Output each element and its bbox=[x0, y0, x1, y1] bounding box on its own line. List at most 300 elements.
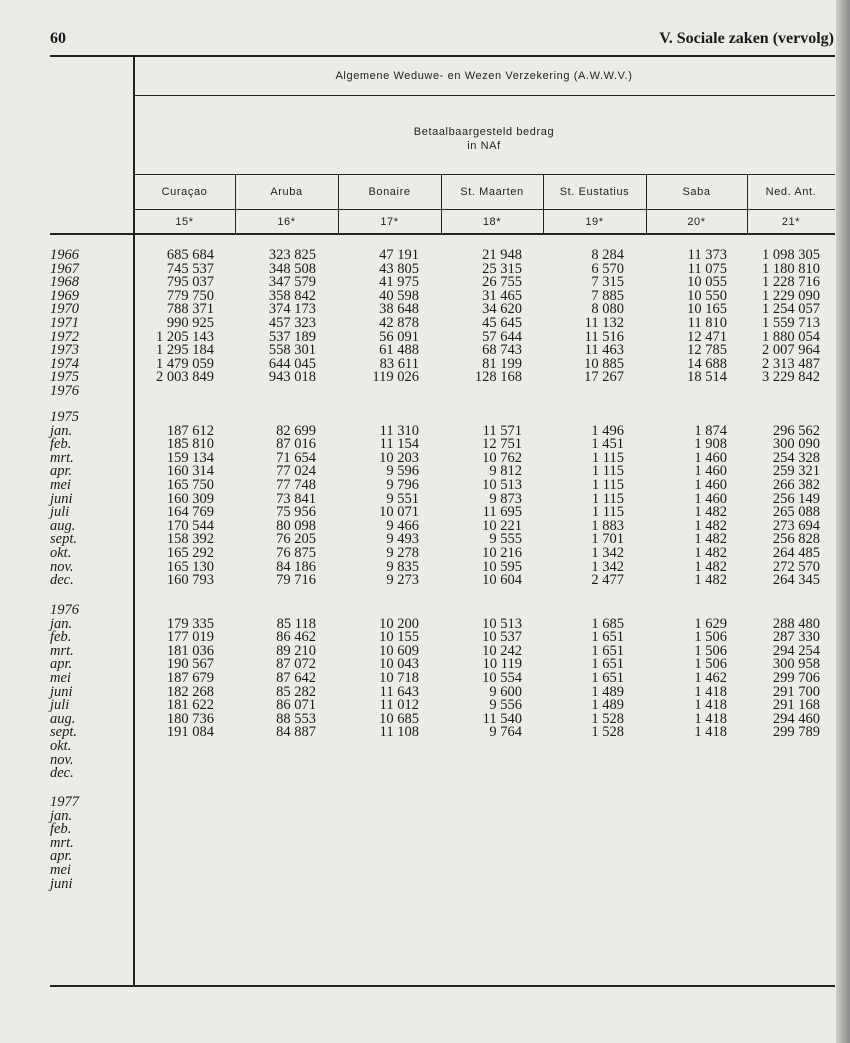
cell-value: 1 482 bbox=[694, 517, 727, 534]
row-label: juni bbox=[50, 683, 73, 700]
cell-value: 1 115 bbox=[591, 504, 624, 521]
cell-value: 1 908 bbox=[694, 436, 727, 453]
cell-value: 14 688 bbox=[687, 355, 727, 372]
cell-value: 1 460 bbox=[694, 476, 727, 493]
cell-value: 457 323 bbox=[268, 314, 316, 331]
cell-value: 9 551 bbox=[386, 490, 419, 507]
row-label: mei bbox=[50, 861, 71, 878]
cell-value: 56 091 bbox=[379, 328, 419, 345]
cell-value: 272 570 bbox=[772, 558, 820, 575]
cell-value: 1 460 bbox=[694, 463, 727, 480]
cell-value: 10 513 bbox=[482, 476, 522, 493]
row-label: okt. bbox=[50, 737, 72, 754]
cell-value: 9 796 bbox=[386, 476, 419, 493]
cell-value: 11 310 bbox=[379, 422, 419, 439]
cell-value: 1 528 bbox=[591, 724, 624, 741]
cell-value: 291 700 bbox=[772, 683, 820, 700]
cell-value: 8 080 bbox=[591, 301, 624, 318]
cell-value: 87 016 bbox=[276, 436, 316, 453]
cell-value: 177 019 bbox=[166, 629, 214, 646]
cell-value: 3 229 842 bbox=[762, 369, 820, 386]
cell-value: 287 330 bbox=[772, 629, 820, 646]
cell-value: 10 200 bbox=[379, 615, 419, 632]
cell-value: 12 785 bbox=[687, 342, 727, 359]
cell-value: 685 684 bbox=[166, 247, 214, 263]
cell-value: 273 694 bbox=[772, 517, 820, 534]
cell-value: 9 600 bbox=[489, 683, 522, 700]
chapter-heading: V. Sociale zaken (vervolg) bbox=[659, 30, 834, 47]
cell-value: 77 748 bbox=[276, 476, 316, 493]
table-row bbox=[0, 751, 850, 768]
row-label: jan. bbox=[50, 615, 73, 632]
row-label: feb. bbox=[50, 821, 72, 838]
column-divider bbox=[747, 175, 748, 233]
cell-value: 300 090 bbox=[772, 436, 820, 453]
cell-value: 294 254 bbox=[772, 642, 820, 659]
cell-value: 1 342 bbox=[591, 558, 624, 575]
cell-value: 1 651 bbox=[591, 629, 624, 646]
cell-value: 256 149 bbox=[772, 490, 820, 507]
column-divider bbox=[441, 175, 442, 233]
cell-value: 2 477 bbox=[591, 572, 624, 589]
table-row bbox=[0, 861, 850, 878]
cell-value: 84 186 bbox=[276, 558, 316, 575]
cell-value: 160 314 bbox=[166, 463, 214, 480]
cell-value: 11 154 bbox=[379, 436, 419, 453]
cell-value: 1 115 bbox=[591, 490, 624, 507]
column-header: Curaçao bbox=[161, 186, 208, 198]
row-label: 1971 bbox=[50, 314, 79, 331]
table-row bbox=[0, 767, 850, 781]
cell-value: 10 762 bbox=[482, 449, 522, 466]
cell-value: 10 550 bbox=[687, 287, 727, 304]
cell-value: 294 460 bbox=[772, 710, 820, 727]
cell-value: 1 506 bbox=[694, 629, 727, 646]
cell-value: 265 088 bbox=[772, 504, 820, 521]
cell-value: 1 418 bbox=[694, 697, 727, 714]
cell-value: 76 205 bbox=[276, 531, 316, 548]
cell-value: 1 115 bbox=[591, 449, 624, 466]
cell-value: 11 516 bbox=[584, 328, 624, 345]
cell-value: 10 055 bbox=[687, 274, 727, 291]
cell-value: 75 956 bbox=[276, 504, 316, 521]
cell-value: 11 108 bbox=[379, 724, 419, 741]
cell-value: 1 115 bbox=[591, 463, 624, 480]
section-year: 1976 bbox=[50, 602, 79, 618]
cell-value: 2 313 487 bbox=[762, 355, 820, 372]
cell-value: 1 342 bbox=[591, 544, 624, 561]
row-label: 1976 bbox=[50, 382, 79, 399]
row-label: dec. bbox=[50, 765, 74, 782]
cell-value: 296 562 bbox=[772, 422, 820, 439]
cell-value: 85 282 bbox=[276, 683, 316, 700]
cell-value: 10 885 bbox=[584, 355, 624, 372]
cell-value: 9 278 bbox=[386, 544, 419, 561]
cell-value: 9 556 bbox=[489, 697, 522, 714]
cell-value: 164 769 bbox=[166, 504, 214, 521]
table-title: Algemene Weduwe- en Wezen Verzekering (A.W.W.V.) bbox=[335, 70, 633, 82]
cell-value: 1 506 bbox=[694, 642, 727, 659]
cell-value: 41 975 bbox=[379, 274, 419, 291]
cell-value: 26 755 bbox=[482, 274, 522, 291]
cell-value: 1 462 bbox=[694, 669, 727, 686]
cell-value: 38 648 bbox=[379, 301, 419, 318]
cell-value: 185 810 bbox=[166, 436, 214, 453]
cell-value: 181 036 bbox=[166, 642, 214, 659]
column-divider bbox=[646, 175, 647, 233]
cell-value: 82 699 bbox=[276, 422, 316, 439]
cell-value: 86 071 bbox=[276, 697, 316, 714]
cell-value: 160 309 bbox=[166, 490, 214, 507]
cell-value: 191 084 bbox=[166, 724, 214, 741]
cell-value: 85 118 bbox=[276, 615, 316, 632]
row-label: apr. bbox=[50, 463, 73, 480]
cell-value: 11 132 bbox=[584, 314, 624, 331]
column-divider bbox=[235, 175, 236, 233]
cell-value: 1 651 bbox=[591, 642, 624, 659]
cell-value: 11 695 bbox=[482, 504, 522, 521]
cell-value: 158 392 bbox=[166, 531, 214, 548]
cell-value: 1 482 bbox=[694, 558, 727, 575]
row-label: feb. bbox=[50, 629, 72, 646]
cell-value: 1 115 bbox=[591, 476, 624, 493]
cell-value: 34 620 bbox=[482, 301, 522, 318]
cell-value: 11 571 bbox=[482, 422, 522, 439]
cell-value: 10 071 bbox=[379, 504, 419, 521]
cell-value: 45 645 bbox=[482, 314, 522, 331]
section-year: 1977 bbox=[50, 794, 79, 810]
row-label: 1974 bbox=[50, 355, 79, 372]
cell-value: 170 544 bbox=[166, 517, 214, 534]
cell-value: 89 210 bbox=[276, 642, 316, 659]
cell-value: 9 835 bbox=[386, 558, 419, 575]
column-number: 21* bbox=[781, 216, 801, 228]
cell-value: 11 373 bbox=[687, 247, 727, 263]
column-header: Ned. Ant. bbox=[765, 186, 817, 198]
row-label: mei bbox=[50, 669, 71, 686]
cell-value: 299 706 bbox=[772, 669, 820, 686]
row-label: jan. bbox=[50, 807, 73, 824]
table-row bbox=[0, 807, 850, 824]
cell-value: 10 203 bbox=[379, 449, 419, 466]
cell-value: 1 883 bbox=[591, 517, 624, 534]
cell-value: 1 651 bbox=[591, 656, 624, 673]
row-label: juli bbox=[50, 697, 70, 714]
cell-value: 9 873 bbox=[489, 490, 522, 507]
cell-value: 87 072 bbox=[276, 656, 316, 673]
cell-value: 1 496 bbox=[591, 422, 624, 439]
column-number: 20* bbox=[687, 216, 706, 228]
section-year: 1975 bbox=[50, 409, 79, 425]
cell-value: 259 321 bbox=[772, 463, 820, 480]
cell-value: 31 465 bbox=[482, 287, 522, 304]
cell-value: 2 007 964 bbox=[762, 342, 820, 359]
cell-value: 10 685 bbox=[379, 710, 419, 727]
cell-value: 179 335 bbox=[166, 615, 214, 632]
cell-value: 291 168 bbox=[772, 697, 820, 714]
cell-value: 10 537 bbox=[482, 629, 522, 646]
table-top-rule bbox=[50, 55, 835, 57]
cell-value: 347 579 bbox=[268, 274, 316, 291]
table-section bbox=[0, 411, 850, 588]
cell-value: 264 485 bbox=[772, 544, 820, 561]
row-label: 1973 bbox=[50, 342, 79, 359]
cell-value: 165 750 bbox=[166, 476, 214, 493]
cell-value: 10 155 bbox=[379, 629, 419, 646]
row-label: apr. bbox=[50, 656, 73, 673]
cell-value: 181 622 bbox=[166, 697, 214, 714]
row-label: sept. bbox=[50, 531, 77, 548]
cell-value: 180 736 bbox=[166, 710, 214, 727]
cell-value: 300 958 bbox=[772, 656, 820, 673]
cell-value: 88 553 bbox=[276, 710, 316, 727]
cell-value: 8 284 bbox=[591, 247, 624, 263]
cell-value: 76 875 bbox=[276, 544, 316, 561]
cell-value: 18 514 bbox=[687, 369, 727, 386]
cell-value: 12 751 bbox=[482, 436, 522, 453]
cell-value: 358 842 bbox=[268, 287, 316, 304]
row-label: mrt. bbox=[50, 834, 74, 851]
cell-value: 644 045 bbox=[268, 355, 316, 372]
cell-value: 1 479 059 bbox=[156, 355, 214, 372]
cell-value: 11 643 bbox=[379, 683, 419, 700]
cell-value: 9 493 bbox=[386, 531, 419, 548]
cell-value: 10 609 bbox=[379, 642, 419, 659]
cell-value: 254 328 bbox=[772, 449, 820, 466]
cell-value: 87 642 bbox=[276, 669, 316, 686]
column-header: St. Eustatius bbox=[559, 186, 630, 198]
cell-value: 10 119 bbox=[482, 656, 522, 673]
row-label: juni bbox=[50, 490, 73, 507]
cell-value: 11 540 bbox=[482, 710, 522, 727]
cell-value: 1 685 bbox=[591, 615, 624, 632]
column-number: 16* bbox=[277, 216, 296, 228]
cell-value: 182 268 bbox=[166, 683, 214, 700]
cell-value: 374 173 bbox=[268, 301, 316, 318]
cell-value: 1 880 054 bbox=[762, 328, 820, 345]
column-divider bbox=[338, 175, 339, 233]
row-label: juli bbox=[50, 504, 70, 521]
row-label: dec. bbox=[50, 572, 74, 589]
column-number: 19* bbox=[585, 216, 604, 228]
table-row bbox=[0, 850, 850, 864]
cell-value: 10 221 bbox=[482, 517, 522, 534]
cell-value: 187 679 bbox=[166, 669, 214, 686]
cell-value: 779 750 bbox=[166, 287, 214, 304]
header-bottom-rule bbox=[50, 233, 835, 235]
row-label: jan. bbox=[50, 422, 73, 439]
row-label: feb. bbox=[50, 436, 72, 453]
column-number-rule bbox=[134, 209, 835, 210]
cell-value: 788 371 bbox=[166, 301, 214, 318]
row-label: 1968 bbox=[50, 274, 79, 291]
cell-value: 187 612 bbox=[166, 422, 214, 439]
cell-value: 10 595 bbox=[482, 558, 522, 575]
cell-value: 11 075 bbox=[687, 260, 727, 277]
cell-value: 119 026 bbox=[372, 369, 419, 386]
cell-value: 1 489 bbox=[591, 697, 624, 714]
cell-value: 1 482 bbox=[694, 572, 727, 589]
table-row bbox=[0, 737, 850, 754]
subtitle-line: Betaalbaargesteld bedrag bbox=[413, 126, 555, 138]
cell-value: 10 165 bbox=[687, 301, 727, 318]
cell-value: 1 295 184 bbox=[156, 342, 214, 359]
cell-value: 10 216 bbox=[482, 544, 522, 561]
cell-value: 943 018 bbox=[268, 369, 316, 386]
cell-value: 165 130 bbox=[166, 558, 214, 575]
cell-value: 558 301 bbox=[268, 342, 316, 359]
cell-value: 9 466 bbox=[386, 517, 419, 534]
cell-value: 299 789 bbox=[772, 724, 820, 741]
row-label: nov. bbox=[50, 558, 74, 575]
cell-value: 1 506 bbox=[694, 656, 727, 673]
cell-value: 745 537 bbox=[166, 260, 214, 277]
cell-value: 10 604 bbox=[482, 572, 522, 589]
cell-value: 1 418 bbox=[694, 683, 727, 700]
cell-value: 12 471 bbox=[687, 328, 727, 345]
row-label: aug. bbox=[50, 517, 76, 534]
cell-value: 1 460 bbox=[694, 490, 727, 507]
row-label: 1966 bbox=[50, 247, 79, 263]
row-label: 1972 bbox=[50, 328, 79, 345]
cell-value: 1 460 bbox=[694, 449, 727, 466]
cell-value: 21 948 bbox=[482, 247, 522, 263]
cell-value: 83 611 bbox=[379, 355, 419, 372]
cell-value: 1 874 bbox=[694, 422, 727, 439]
cell-value: 1 629 bbox=[694, 615, 727, 632]
cell-value: 1 098 305 bbox=[762, 247, 820, 263]
row-label: nov. bbox=[50, 751, 74, 768]
cell-value: 7 315 bbox=[591, 274, 624, 291]
cell-value: 9 273 bbox=[386, 572, 419, 589]
cell-value: 1 418 bbox=[694, 724, 727, 741]
cell-value: 1 701 bbox=[591, 531, 624, 548]
cell-value: 1 559 713 bbox=[762, 314, 820, 331]
column-header: Bonaire bbox=[368, 186, 411, 198]
cell-value: 160 793 bbox=[166, 572, 214, 589]
cell-value: 17 267 bbox=[584, 369, 624, 386]
cell-value: 40 598 bbox=[379, 287, 419, 304]
cell-value: 43 805 bbox=[379, 260, 419, 277]
cell-value: 68 743 bbox=[482, 342, 522, 359]
table-section bbox=[0, 796, 850, 891]
cell-value: 1 451 bbox=[591, 436, 624, 453]
section-heading-row bbox=[0, 796, 850, 810]
table-row bbox=[0, 382, 850, 399]
cell-value: 11 463 bbox=[584, 342, 624, 359]
cell-value: 10 043 bbox=[379, 656, 419, 673]
table-row bbox=[0, 371, 850, 385]
cell-value: 1 229 090 bbox=[762, 287, 820, 304]
cell-value: 1 482 bbox=[694, 544, 727, 561]
table-bottom-rule bbox=[50, 985, 835, 987]
cell-value: 1 180 810 bbox=[762, 260, 820, 277]
cell-value: 165 292 bbox=[166, 544, 214, 561]
column-header: Saba bbox=[682, 186, 711, 198]
cell-value: 10 513 bbox=[482, 615, 522, 632]
column-number: 18* bbox=[482, 216, 502, 228]
cell-value: 256 828 bbox=[772, 531, 820, 548]
row-label: okt. bbox=[50, 544, 72, 561]
table-section bbox=[0, 604, 850, 781]
cell-value: 61 488 bbox=[379, 342, 419, 359]
cell-value: 348 508 bbox=[268, 260, 316, 277]
row-label: 1975 bbox=[50, 369, 79, 386]
table-section bbox=[0, 249, 850, 399]
table-row bbox=[0, 834, 850, 851]
table-row bbox=[0, 574, 850, 588]
column-header: Aruba bbox=[270, 186, 303, 198]
cell-value: 9 812 bbox=[489, 463, 522, 480]
row-label: 1970 bbox=[50, 301, 79, 318]
cell-value: 25 315 bbox=[482, 260, 522, 277]
row-label: mrt. bbox=[50, 642, 74, 659]
cell-value: 10 242 bbox=[482, 642, 522, 659]
cell-value: 1 254 057 bbox=[762, 301, 820, 318]
column-divider bbox=[543, 175, 544, 233]
row-label: mei bbox=[50, 476, 71, 493]
cell-value: 79 716 bbox=[276, 572, 316, 589]
cell-value: 84 887 bbox=[276, 724, 316, 741]
column-number: 17* bbox=[380, 216, 399, 228]
cell-value: 266 382 bbox=[772, 476, 820, 493]
cell-value: 1 482 bbox=[694, 504, 727, 521]
table-row bbox=[0, 875, 850, 892]
cell-value: 80 098 bbox=[276, 517, 316, 534]
cell-value: 190 567 bbox=[166, 656, 214, 673]
row-label: 1969 bbox=[50, 287, 79, 304]
table-subtitle bbox=[134, 125, 834, 153]
cell-value: 57 644 bbox=[482, 328, 522, 345]
cell-value: 73 841 bbox=[276, 490, 316, 507]
title-rule bbox=[134, 95, 835, 96]
cell-value: 11 810 bbox=[687, 314, 727, 331]
cell-value: 159 134 bbox=[166, 449, 214, 466]
row-label: 1967 bbox=[50, 260, 79, 277]
cell-value: 47 191 bbox=[379, 247, 419, 263]
cell-value: 9 764 bbox=[489, 724, 522, 741]
row-label: sept. bbox=[50, 724, 77, 741]
cell-value: 288 480 bbox=[772, 615, 820, 632]
cell-value: 1 482 bbox=[694, 531, 727, 548]
cell-value: 128 168 bbox=[474, 369, 522, 386]
cell-value: 6 570 bbox=[591, 260, 624, 277]
cell-value: 10 718 bbox=[379, 669, 419, 686]
page-number: 60 bbox=[50, 30, 66, 47]
cell-value: 1 228 716 bbox=[762, 274, 820, 291]
cell-value: 9 596 bbox=[386, 463, 419, 480]
cell-value: 7 885 bbox=[591, 287, 624, 304]
table-row bbox=[0, 823, 850, 837]
column-number: 15* bbox=[175, 216, 194, 228]
cell-value: 42 878 bbox=[379, 314, 419, 331]
row-label: mrt. bbox=[50, 449, 74, 466]
cell-value: 1 205 143 bbox=[156, 328, 214, 345]
cell-value: 81 199 bbox=[482, 355, 522, 372]
cell-value: 10 554 bbox=[482, 669, 522, 686]
row-label: juni bbox=[50, 875, 73, 892]
cell-value: 2 003 849 bbox=[156, 369, 214, 386]
cell-value: 264 345 bbox=[772, 572, 820, 589]
cell-value: 9 555 bbox=[489, 531, 522, 548]
cell-value: 1 489 bbox=[591, 683, 624, 700]
cell-value: 323 825 bbox=[268, 247, 316, 263]
cell-value: 990 925 bbox=[166, 314, 214, 331]
cell-value: 795 037 bbox=[166, 274, 214, 291]
row-label: aug. bbox=[50, 710, 76, 727]
cell-value: 11 012 bbox=[379, 697, 419, 714]
cell-value: 86 462 bbox=[276, 629, 316, 646]
